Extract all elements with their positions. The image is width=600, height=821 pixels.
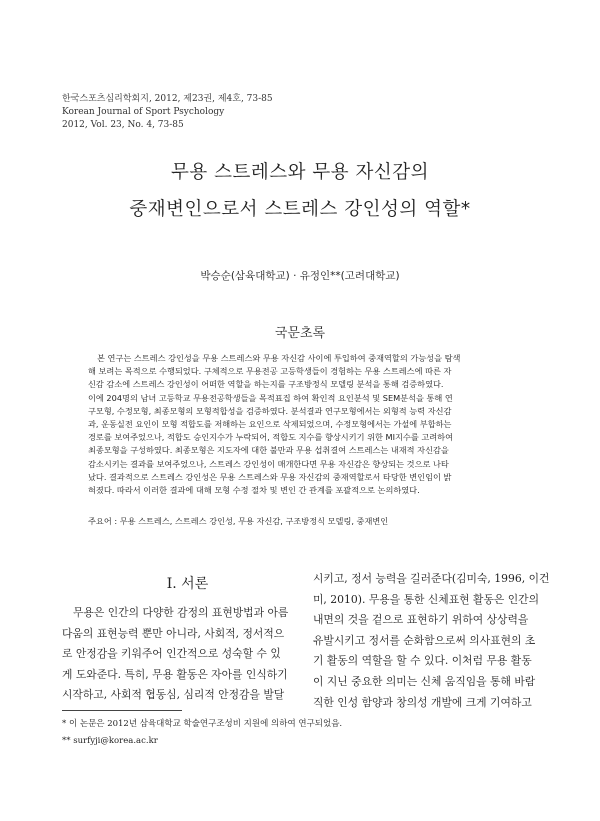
abstract-line: 이에 204명의 남녀 고등학교 무용전공학생들을 목적표집 하여 확인적 요인분석 및 SEM분석을 통해 연 <box>88 392 453 403</box>
section-heading-introduction: I. 서론 <box>166 576 209 592</box>
body-line: 시작하고, 사회적 협동심, 심리적 안정감을 발달 <box>62 688 285 702</box>
author-list: 박승순(삼육대학교) · 유정인**(고려대학교) <box>200 270 400 282</box>
abstract-line: 혀졌다. 따라서 이러한 결과에 대해 모형 수정 절차 및 변인 간 관계를 포괄적으로 논의하였다. <box>88 485 420 496</box>
body-line: 이 지닌 중요한 의미는 신체 움직임을 통해 바람 <box>313 674 536 688</box>
abstract-line: 났다. 결과적으로 스트레스 강인성은 무용 스트레스와 무용 자신감의 중재역할로서 타당한 변인임이 밝 <box>88 471 452 482</box>
body-line: 로 안정감을 키워주어 인간적으로 성숙할 수 있 <box>62 647 281 661</box>
abstract-line: 과, 운동실전 요인이 모형 적합도를 저해하는 요인으로 삭제되었으며, 수정모형에서는 가설에 부합하는 <box>88 419 452 430</box>
journal-citation-korean: 한국스포츠심리학회지, 2012, 제23권, 제4호, 73-85 <box>62 94 273 104</box>
abstract-line: 구모형, 수정모형, 최종모형의 모형적합성을 검증하였다. 분석결과 연구모형에서는 외형적 능력 자신감 <box>88 405 452 416</box>
body-line: 내면의 것을 겉으로 표현하기 위하여 상상력을 <box>313 613 529 627</box>
abstract-line: 본 연구는 스트레스 강인성을 무용 스트레스와 무용 자신감 사이에 투입하여 중재역할의 가능성을 탐색 <box>97 353 461 363</box>
journal-volume-info: 2012, Vol. 23, No. 4, 73-85 <box>62 120 184 130</box>
body-line: 기 활동의 역할을 할 수 있다. 이처럼 무용 활동 <box>313 654 532 668</box>
journal-citation <box>62 93 273 132</box>
body-line: 시키고, 정서 능력을 길러준다(김미숙, 1996, 이건 <box>313 572 550 585</box>
footnotes <box>62 716 342 750</box>
journal-name-english: Korean Journal of Sport Psychology <box>62 107 225 117</box>
body-line: 미, 2010). 무용을 통한 신체표현 활동은 인간의 <box>313 592 540 606</box>
body-column-right <box>313 569 558 713</box>
footnote-divider <box>62 710 182 711</box>
body-line: 유발시키고 정서를 순화함으로써 의사표현의 초 <box>313 633 536 647</box>
footnote-funding: * 이 논문은 2012년 삼육대학교 학술연구조성비 지원에 의하여 연구되었음. <box>62 719 343 729</box>
abstract-line: 최종모형을 구성하였다. 최종모형은 지도자에 대한 불만과 무용 섭취결여 스트레스는 내재적 자신감을 <box>88 445 449 456</box>
abstract-body <box>88 352 508 497</box>
body-column-left <box>62 603 307 706</box>
body-line: 다움의 표현능력 뿐만 아니라, 사회적, 정서적으 <box>62 626 285 640</box>
abstract-line: 경로를 보여주었으나, 적합도 승인지수가 누락되어, 적합도 지수를 향상시키기 위한 MI지수를 고려하여 <box>88 432 453 443</box>
footnote-email: ** surfyji@korea.ac.kr <box>62 736 158 746</box>
body-line: 직한 인성 함양과 창의성 개발에 크게 기여하고 <box>313 695 532 709</box>
abstract-line: 신감 감소에 스트레스 강인성이 어떠한 역할을 하는지를 구조방정식 모델링 분석을 통해 검증하였다. <box>88 379 444 390</box>
abstract-heading: 국문초록 <box>274 326 326 341</box>
body-line: 게 도와준다. 특히, 무용 활동은 자아를 인식하기 <box>62 667 288 681</box>
abstract-line: 감소시키는 결과를 보여주었으나, 스트레스 강인성이 매개한다면 무용 자신감은 향상되는 것으로 나타 <box>88 458 449 469</box>
keywords: 주요어 : 무용 스트레스, 스트레스 강인성, 무용 자신감, 구조방정식 모델링, 중재변인 <box>88 516 389 526</box>
abstract-line: 해 보려는 목적으로 수행되었다. 구체적으로 무용전공 고등학생들이 경험하는 무용 스트레스에 따른 자 <box>88 366 452 377</box>
body-line: 무용은 인간의 다양한 감정의 표현방법과 아름 <box>73 606 289 619</box>
paper-title-line-2: 중재변인으로서 스트레스 강인성의 역할* <box>129 199 471 220</box>
paper-title-line-1: 무용 스트레스와 무용 자신감의 <box>171 162 429 183</box>
